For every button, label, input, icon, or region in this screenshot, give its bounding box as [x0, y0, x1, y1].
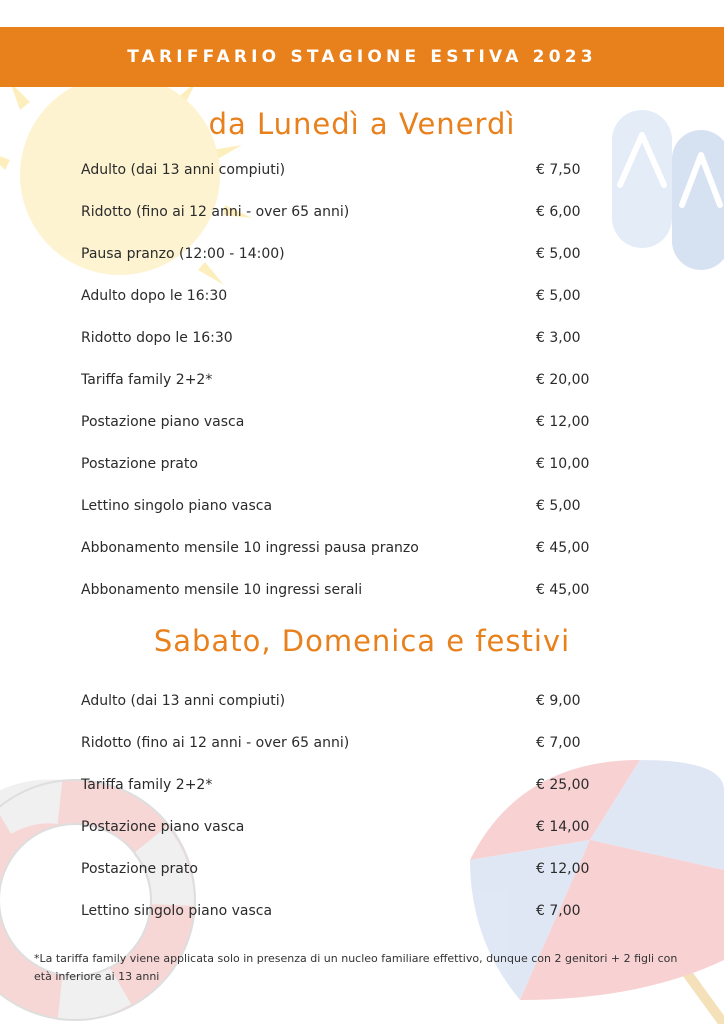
tariff-label: Ridotto (fino ai 12 anni - over 65 anni) — [81, 735, 350, 751]
list-item — [0, 364, 724, 406]
tariff-price: € 7,50 — [536, 162, 581, 178]
tariff-price: € 5,00 — [536, 288, 581, 304]
list-item — [0, 238, 724, 280]
tariff-price: € 20,00 — [536, 372, 590, 388]
tariff-price: € 5,00 — [536, 246, 581, 262]
tariff-label: Adulto dopo le 16:30 — [81, 288, 228, 304]
tariff-label: Postazione piano vasca — [81, 414, 245, 430]
list-item — [0, 196, 724, 238]
tariff-price: € 14,00 — [536, 819, 590, 835]
tariff-label: Adulto (dai 13 anni compiuti) — [81, 162, 286, 178]
tariff-label: Tariffa family 2+2* — [81, 777, 213, 793]
tariff-price: € 12,00 — [536, 861, 590, 877]
list-item — [0, 574, 724, 616]
list-item — [0, 280, 724, 322]
tariff-label: Postazione prato — [81, 861, 198, 877]
list-item — [0, 490, 724, 532]
tariff-price: € 25,00 — [536, 777, 590, 793]
tariff-label: Postazione piano vasca — [81, 819, 245, 835]
tariff-label: Pausa pranzo (12:00 - 14:00) — [81, 246, 285, 262]
weekday-heading: da Lunedì a Venerdì — [208, 107, 516, 141]
list-item — [0, 811, 724, 853]
list-item — [0, 322, 724, 364]
tariff-price: € 6,00 — [536, 204, 581, 220]
list-item — [0, 853, 724, 895]
tariff-label: Lettino singolo piano vasca — [81, 498, 273, 514]
tariff-label: Ridotto dopo le 16:30 — [81, 330, 233, 346]
tariff-price: € 12,00 — [536, 414, 590, 430]
page-title: TARIFFARIO STAGIONE ESTIVA 2023 — [127, 47, 597, 67]
list-item — [0, 154, 724, 196]
tariff-label: Ridotto (fino ai 12 anni - over 65 anni) — [81, 204, 350, 220]
tariff-price: € 7,00 — [536, 735, 581, 751]
tariff-label: Adulto (dai 13 anni compiuti) — [81, 693, 286, 709]
header-banner — [0, 27, 724, 87]
tariff-label: Postazione prato — [81, 456, 198, 472]
tariff-label: Abbonamento mensile 10 ingressi serali — [81, 582, 363, 598]
tariff-price: € 7,00 — [536, 903, 581, 919]
list-item — [0, 448, 724, 490]
list-item — [0, 895, 724, 937]
list-item — [0, 685, 724, 727]
family-tariff-footnote: *La tariffa family viene applicata solo in presenza di un nucleo familiare effettivo, dunque con 2 genitori + 2 figli con età inferiore ai 13 anni — [34, 952, 678, 983]
tariff-label: Abbonamento mensile 10 ingressi pausa pranzo — [81, 540, 419, 556]
list-item — [0, 532, 724, 574]
tariff-price: € 9,00 — [536, 693, 581, 709]
tariff-price: € 5,00 — [536, 498, 581, 514]
tariff-price: € 45,00 — [536, 540, 590, 556]
weekend-price-list — [0, 685, 724, 937]
weekday-price-list — [0, 154, 724, 616]
weekend-heading: Sabato, Domenica e festivi — [153, 624, 571, 658]
list-item — [0, 727, 724, 769]
list-item — [0, 769, 724, 811]
tariff-label: Tariffa family 2+2* — [81, 372, 213, 388]
tariff-label: Lettino singolo piano vasca — [81, 903, 273, 919]
tariff-price: € 45,00 — [536, 582, 590, 598]
tariff-price: € 10,00 — [536, 456, 590, 472]
list-item — [0, 406, 724, 448]
tariff-price: € 3,00 — [536, 330, 581, 346]
